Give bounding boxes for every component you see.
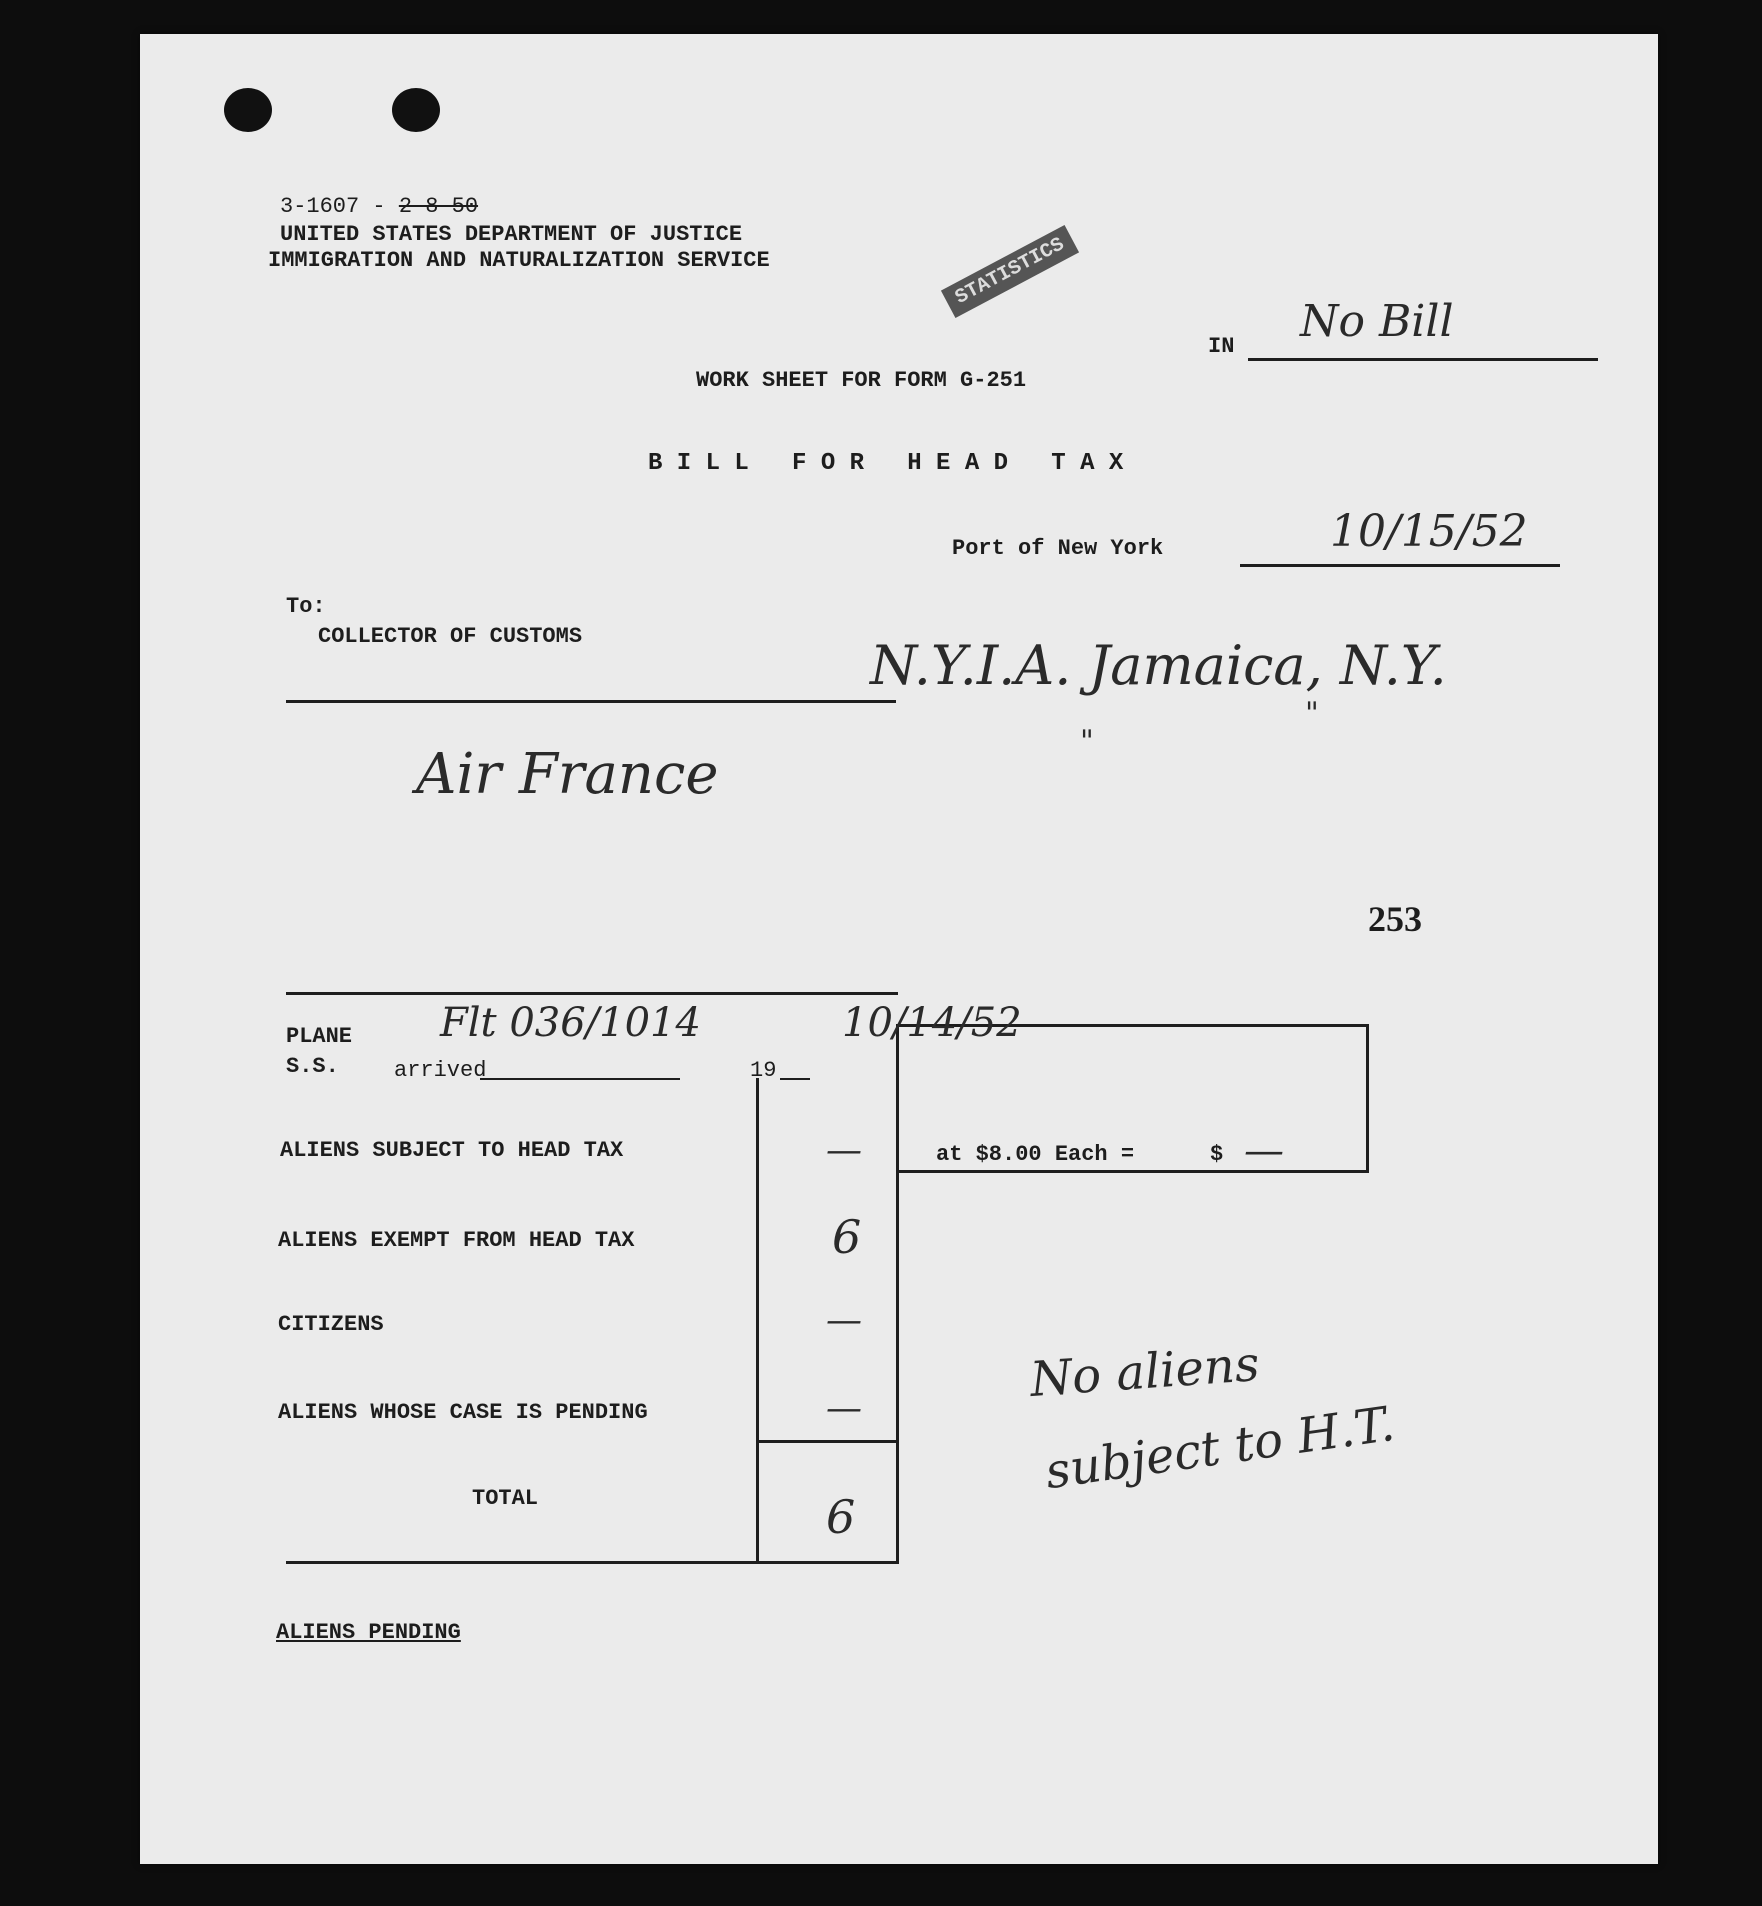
form-number-line: 3-1607 - 2-8-50 [280,194,479,219]
statistics-stamp: STATISTICS [941,225,1079,318]
table-bottom-rule [286,1561,898,1564]
arrived-underline [480,1078,680,1080]
form-date: 2-8-50 [398,194,479,219]
sheet-number: 253 [1368,899,1422,939]
to-label: To: [286,594,326,619]
note-line-1: No aliens [1028,1336,1262,1408]
year-underline [780,1078,810,1080]
rate-box-bottom [896,1170,1368,1173]
location-handwritten: N.Y.I.A. Jamaica, N.Y. [870,634,1447,697]
total-divider [756,1440,898,1443]
addressee-underline [286,700,896,703]
table-top-rule [286,992,898,995]
punch-hole-right [392,88,440,132]
rate-box-right [1366,1024,1369,1173]
carrier-handwritten: Air France [416,742,719,807]
port-label: Port of New York [952,536,1164,561]
in-label: IN [1208,334,1235,359]
row-value-pending: — [826,1388,862,1429]
arrival-date-handwritten: 10/14/52 [842,1000,1022,1046]
total-value: 6 [826,1490,856,1544]
ditto-mark-2: " [1305,696,1319,731]
port-date-underline [1240,564,1560,567]
ditto-mark-1: " [1080,724,1094,759]
row-label-citizens: CITIZENS [278,1312,384,1337]
plane-label: PLANE [286,1024,353,1049]
row-label-exempt: ALIENS EXEMPT FROM HEAD TAX [278,1228,635,1253]
flight-number-handwritten: Flt 036/1014 [440,1000,701,1046]
row-label-pending: ALIENS WHOSE CASE IS PENDING [278,1400,648,1425]
department-name: UNITED STATES DEPARTMENT OF JUSTICE [280,222,743,247]
service-name: IMMIGRATION AND NATURALIZATION SERVICE [268,248,770,273]
note-line-2: subject to H.T. [1041,1395,1398,1501]
punch-hole-left [224,88,272,132]
total-label: TOTAL [472,1486,539,1511]
port-date: 10/15/52 [1330,506,1528,557]
rate-currency: $ [1210,1142,1224,1167]
form-subtitle: B I L L F O R H E A D T A X [648,450,1124,477]
document-page [140,34,1658,1864]
row-value-citizens: — [826,1300,862,1341]
aliens-pending-label: ALIENS PENDING [276,1620,461,1645]
values-column-right [896,1024,899,1564]
row-value-exempt: 6 [832,1210,862,1264]
arrived-label: arrived [394,1058,487,1083]
rate-amount: — [1244,1128,1284,1174]
in-underline [1248,358,1598,361]
ss-label: S.S. [286,1054,339,1079]
form-number: 3-1607 [280,194,360,219]
year-prefix: 19 [750,1058,777,1083]
in-value: No Bill [1300,296,1454,347]
form-title: WORK SHEET FOR FORM G-251 [696,368,1027,393]
values-column-left [756,1078,759,1564]
rate-text: at $8.00 Each = [936,1142,1135,1167]
addressee: COLLECTOR OF CUSTOMS [318,624,583,649]
row-value-subject: — [826,1130,862,1171]
row-label-subject: ALIENS SUBJECT TO HEAD TAX [280,1138,624,1163]
